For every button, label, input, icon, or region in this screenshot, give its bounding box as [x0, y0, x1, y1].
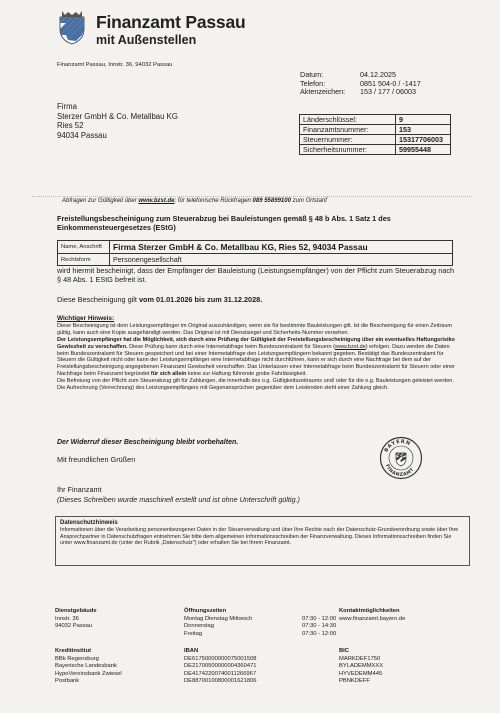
- hotline-number: 089 55899100: [252, 198, 291, 204]
- svg-text:FINANZAMT: FINANZAMT: [383, 463, 416, 479]
- id-row: Länderschlüssel: 9: [300, 115, 451, 125]
- validity-period: Diese Bescheinigung gilt vom 01.01.2026 bis zum 31.12.2028.: [57, 295, 263, 304]
- recipient-table: [57, 240, 453, 266]
- notice-paragraph: Diese Bescheinigung ist dem Leistungsempfänger im Original auszuhändigen, wenn sie für bestimmte Bauleistungen gilt. Ist die Bescheinigung für einen Zeitraum gültig, kann auch eine Kopie ausgehändigt werden. Das Original ist mit Dienstsiegel und Sicherheits-Nummer versehen.: [57, 322, 452, 336]
- footer-heading: BIC: [339, 648, 349, 654]
- website-link[interactable]: www.finanzamt.bayern.de: [339, 615, 406, 622]
- recipient-line: 94034 Passau: [57, 130, 107, 140]
- recipient-address: [57, 102, 178, 140]
- meta-row-file-number: Aktenzeichen: 153 / 177 / 06003: [300, 87, 416, 97]
- recipient-line: Sterzer GmbH & Co. Metallbau KG: [57, 111, 178, 121]
- footer-heading: Dienstgebäude: [55, 608, 97, 614]
- notice-heading: Wichtiger Hinweis:: [57, 315, 115, 322]
- privacy-notice-box: [55, 516, 470, 566]
- footer-heading: IBAN: [184, 648, 199, 654]
- footer-line: MARKDEF1750: [339, 655, 381, 662]
- footer-line: DE88700100800001621806: [184, 678, 257, 685]
- fold-line: [32, 196, 472, 197]
- id-row: Sicherheitsnummer: 59955448: [300, 145, 451, 155]
- legal-form-value: Personengesellschaft: [110, 254, 453, 266]
- official-seal-stamp: [379, 436, 423, 480]
- footer-line: BYLADEMMXXX: [339, 663, 384, 670]
- footer-line: BBk Regensburg: [55, 655, 99, 662]
- footer-iban: [184, 648, 257, 686]
- notice-paragraph: Der Leistungsempfänger hat die Möglichkeit, sich durch eine Prüfung der Gültigkeit der Freistellungsbescheinigung über ein eventuelles Haftungsrisiko Gewissheit zu verschaffen. Diese Prüfung kann durch eine Internetabfrage beim Bundeszentralamt für Steuern (www.bzst.de) erfolgen. Dazu werden die Daten beim Bundeszentralamt für Steuern gespeichert und bei einer Internetabfrage den Leistungsempfängern bekannt gegeben. Bestätigt das Bundeszentralamt für Steuern die Gültigkeit nicht oder kann der Leistungsempfänger eine Internetabfrage nicht durchführen, kann er sich durch eine Nachfrage bei dem auf der Freistellungsbescheinigung angegebenen Finanzamt Gewissheit verschaffen. Das Unterlassen einer Internetabfrage beim Bundeszentralamt für Steuern oder einer Nachfrage beim Finanzamt begründet für sich allein keine zur Haftung führende grobe Fahrlässigkeit.: [57, 336, 455, 378]
- recipient-line: Firma: [57, 102, 77, 111]
- important-notice: [57, 316, 459, 392]
- footer-bic: [339, 648, 383, 686]
- footer-opening-hours: [184, 608, 336, 638]
- revocation-note: Der Widerruf dieser Bescheinigung bleibt vorbehalten.: [57, 439, 239, 446]
- machine-generated-note: (Dieses Schreiben wurde maschinell erstellt und ist ohne Unterschrift gültig.): [57, 495, 300, 504]
- footer-line: Innstr. 36: [55, 615, 79, 622]
- footer-line: 94032 Passau: [55, 623, 93, 630]
- verification-hint: Abfragen zur Gültigkeit über www.bzst.de; für telefonische Rückfragen 089 55899100 zum Ortstarif: [62, 198, 327, 204]
- svg-text:BAYERN: BAYERN: [383, 438, 412, 454]
- footer-heading: Kontaktmöglichkeiten: [339, 608, 400, 614]
- signature-line: Ihr Finanzamt: [57, 485, 102, 494]
- footer-contact: [339, 608, 405, 623]
- footer-line: DE61750000000075001508: [184, 655, 257, 662]
- bavaria-coat-of-arms-logo: [56, 9, 88, 45]
- bzst-link[interactable]: www.bzst.de: [334, 343, 366, 350]
- recipient-line: Ries 52: [57, 121, 84, 131]
- greeting: Mit freundlichen Grüßen: [57, 455, 136, 464]
- privacy-text: Informationen über die Verarbeitung personenbezogener Daten in der Steuerverwaltung und über Ihre Rechte nach der Datenschutz-Grundverordnung sowie über Ihre Ansprechpartner in Datenschutzfragen entnehmen Sie bitte dem allgemeinen Informationsschreiben der Finanzverwaltung. Dieses Informationsschreiben finden Sie unter www.finanzamt.de (unter der Rubrik „Datenschutz") oder erhalten Sie bei Ihrem Finanzamt.: [60, 526, 459, 547]
- letter-meta: [300, 71, 421, 97]
- footer-line: HypoVereinsbank Zwiesel: [55, 670, 122, 677]
- privacy-heading: Datenschutzhinweis: [60, 520, 118, 526]
- office-title: Finanzamt Passau: [96, 12, 246, 32]
- exemption-statement: wird hiermit bescheinigt, dass der Empfänger der Bauleistung (Leistungsempfänger) von der Pflicht zum Steuerabzug nach § 48 Abs. 1 EStG befreit ist.: [57, 266, 455, 285]
- footer-heading: Kreditinstitut: [55, 648, 92, 654]
- footer-banks: [55, 648, 122, 686]
- footer-building: [55, 608, 97, 631]
- notice-paragraph: Die Befreiung von der Pflicht zum Steuerabzug gilt für Zahlungen, die innerhalb des o.g. Gültigkeitszeitraums und/ oder für die o.g. Bauleistungen geleistet werden. Die Aufrechnung (Verrechnung) des Leistungsempfängers mit Gegenansprüchen gegenüber dem Leistenden steht einer Zahlung gleich.: [57, 378, 454, 392]
- sender-address-line: Finanzamt Passau, Innstr. 36, 94032 Passau: [57, 62, 173, 68]
- meta-row-date: Datum: 04.12.2025: [300, 70, 396, 79]
- footer-line: Postbank: [55, 678, 80, 685]
- footer-line: DE21700500000004360471: [184, 663, 257, 670]
- footer-heading: Öffnungszeiten: [184, 608, 227, 614]
- footer-line: HYVEDEMM445: [339, 670, 383, 677]
- bzst-link[interactable]: www.bzst.de: [138, 198, 175, 204]
- legal-form-label: Rechtsform: [58, 254, 110, 266]
- footer-line: PBNKDEFF: [339, 678, 370, 685]
- id-row: Steuernummer: 15317706003: [300, 135, 451, 145]
- name-label: Name, Anschrift: [58, 241, 110, 254]
- id-row: Finanzamtsnummer: 153: [300, 125, 451, 135]
- meta-row-phone: Telefon: 0851 504-0 / -1417: [300, 78, 421, 88]
- footer-line: Bayerische Landesbank: [55, 663, 117, 670]
- footer-line: DE41742200740011266967: [184, 670, 257, 677]
- certificate-title: Freistellungsbescheinigung zum Steuerabzug bei Bauleistungen gemäß § 48 b Abs. 1 Satz 1 des Einkommensteuergesetzes (EStG): [57, 214, 391, 233]
- name-value: Firma Sterzer GmbH & Co. Metallbau KG, Ries 52, 94034 Passau: [110, 241, 453, 254]
- office-subtitle: mit Außenstellen: [96, 33, 197, 47]
- opening-hours-table: Montag Dienstag Mittwoch 07:30 - 12:00 Donnerstag 07:30 - 14:30 Freitag 07:30 - 12:00: [184, 615, 337, 637]
- identifier-table: [299, 114, 451, 155]
